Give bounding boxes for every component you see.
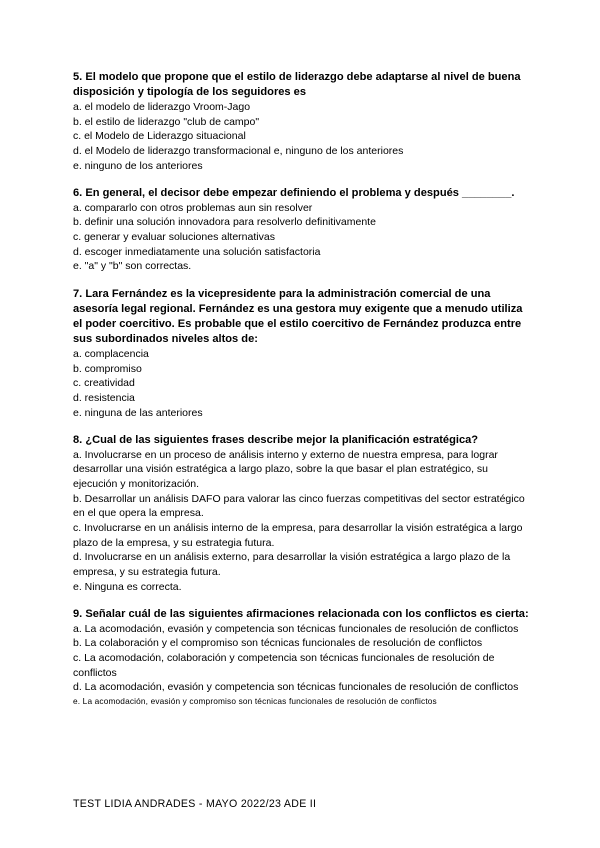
option-c: c. creatividad [73,377,135,390]
option-b: b. compromiso [73,362,142,375]
option-a: a. el modelo de liderazgo Vroom-Jago [73,101,251,113]
option-e: e. "a" y "b" son correctas. [73,260,192,273]
question-title: 7. Lara Fernández es la vicepresidente para la administración comercial de una asesoría legal regional. Fernández es una gestora muy exigente que a menudo utiliza el poder coercitivo. Es probable que el estilo coercitivo de Fernández produzca entre sus subordinados niveles altos de: [73,288,523,346]
option-d: d. La acomodación, evasión y competencia son técnicas funcionales de resolución de conflictos [73,681,519,694]
option-d: d. el Modelo de liderazgo transformacional e, ninguno de los anteriores [73,145,404,158]
question-title: 5. El modelo que propone que el estilo de liderazgo debe adaptarse al nivel de buena disposición y tipología de los seguidores es [73,71,521,98]
option-b: b. La colaboración y el compromiso son técnicas funcionales de resolución de conflictos [73,637,483,650]
page-footer: TEST LIDIA ANDRADES - MAYO 2022/23 ADE II [73,798,317,810]
question-8 [73,433,533,595]
option-e: e. Ninguna es correcta. [73,580,182,593]
option-c: c. Involucrarse en un análisis interno de la empresa, para desarrollar la visión estratégica a largo plazo de la empresa, y su estrategia futura. [73,522,523,549]
question-title: 9. Señalar cuál de las siguientes afirmaciones relacionada con los conflictos es cierta: [73,607,529,620]
question-9 [73,607,533,709]
option-a: a. La acomodación, evasión y competencia son técnicas funcionales de resolución de conflictos [73,622,519,635]
option-b: b. Desarrollar un análisis DAFO para valorar las cinco fuerzas competitivas del sector estratégico en el que opera la empresa. [73,492,525,520]
question-6 [73,186,533,275]
option-c: c. La acomodación, colaboración y competencia son técnicas funcionales de resolución de conflictos [73,651,495,679]
option-d: d. escoger inmediatamente una solución satisfactoria [73,245,321,258]
question-title: 8. ¿Cual de las siguientes frases describe mejor la planificación estratégica? [73,433,479,446]
question-7 [73,287,533,421]
option-e: e. ninguna de las anteriores [73,406,203,419]
option-b: b. definir una solución innovadora para resolverlo definitivamente [73,216,376,229]
option-d: d. Involucrarse en un análisis externo, para desarrollar la visión estratégica a largo plazo de la empresa, y su estrategia futura. [73,551,511,579]
option-c: c. el Modelo de Liderazgo situacional [73,130,246,143]
question-title: 6. En general, el decisor debe empezar definiendo el problema y después ________. [73,186,515,199]
page-content [73,70,533,720]
option-e: e. ninguno de los anteriores [73,159,203,172]
option-e: e. La acomodación, evasión y compromiso son técnicas funcionales de resolución de conflictos [73,696,437,707]
option-a: a. compararlo con otros problemas aun sin resolver [73,201,313,214]
option-d: d. resistencia [73,392,135,405]
option-a: a. Involucrarse en un proceso de análisis interno y externo de nuestra empresa, para lograr desarrollar una visión estratégica a largo plazo, sobre la que basar el plan estratégico, su ejecución y monitorización. [73,448,498,490]
option-b: b. el estilo de liderazgo "club de campo" [73,115,260,128]
option-a: a. complacencia [73,348,149,361]
question-5 [73,70,533,174]
option-c: c. generar y evaluar soluciones alternativas [73,230,275,243]
